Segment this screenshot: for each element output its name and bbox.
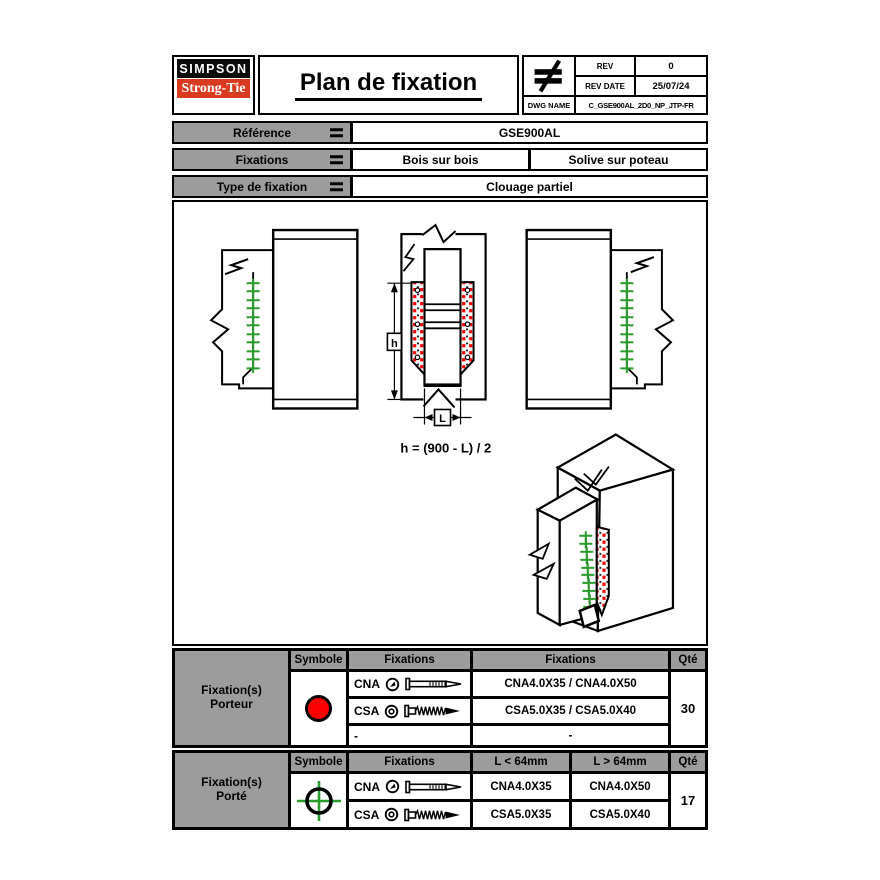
dwg-name-value: C_GSE900AL_2D0_NP_JTP-FR — [576, 97, 706, 113]
type-label: Type de fixation — [216, 179, 308, 194]
csa-ref-small: CSA5.0X35 — [473, 802, 569, 827]
porteur-qty: 30 — [671, 672, 705, 745]
reference-label: Référence — [232, 125, 292, 140]
porte-qty: 17 — [671, 774, 705, 827]
info-row-fixations — [172, 148, 708, 171]
header-fixations-ref: Fixations — [473, 651, 668, 669]
technical-drawing — [174, 202, 706, 644]
fixations-label: Fixations — [235, 152, 289, 167]
type-value: Clouage partiel — [353, 177, 706, 196]
info-row-reference — [172, 121, 708, 144]
nail-icon — [405, 780, 463, 794]
view-side-left — [211, 230, 357, 408]
view-side-right — [527, 230, 673, 408]
csa-head-icon — [384, 807, 399, 822]
rev-date-label: REV DATE — [576, 77, 634, 95]
title-block — [172, 55, 708, 115]
projection-icon — [524, 57, 574, 95]
fixation-code: CSA — [354, 704, 380, 718]
cna-refs: CNA4.0X35 / CNA4.0X50 — [473, 672, 668, 696]
screw-icon — [404, 808, 462, 822]
logo-simpson: SIMPSON — [177, 59, 250, 78]
reference-value: GSE900AL — [353, 123, 706, 142]
rev-date-value: 25/07/24 — [636, 77, 706, 95]
dim-l-label: L — [439, 412, 446, 425]
porteur-row-label: Fixation(s) Porteur — [175, 651, 288, 745]
empty-ref-cell: - — [473, 726, 668, 745]
cna-fixation-cell — [349, 672, 470, 696]
header-fixations: Fixations — [349, 753, 470, 771]
equals-icon — [330, 126, 343, 140]
drawing-area — [172, 200, 708, 646]
connector-nail-strip — [597, 527, 609, 615]
csa-refs: CSA5.0X35 / CSA5.0X40 — [473, 699, 668, 723]
cna-head-icon — [385, 677, 400, 692]
page-title: Plan de fixation — [295, 69, 482, 101]
post-member — [527, 230, 611, 408]
csa-ref-large: CSA5.0X40 — [572, 802, 668, 827]
info-row-type — [172, 175, 708, 198]
header-symbole: Symbole — [291, 651, 346, 669]
post-member — [273, 230, 357, 408]
header-qty: Qté — [671, 651, 705, 669]
connector-flange-right — [461, 282, 474, 374]
csa-fixation-cell — [349, 802, 470, 827]
logo — [172, 55, 255, 115]
logo-strongtie: Strong-Tie — [177, 79, 250, 98]
revision-table — [522, 55, 708, 115]
empty-fixation-cell: - — [349, 726, 470, 745]
cna-ref-small: CNA4.0X35 — [473, 774, 569, 799]
csa-fixation-cell — [349, 699, 470, 723]
rev-value: 0 — [636, 57, 706, 75]
cna-head-icon — [385, 779, 400, 794]
document — [172, 55, 708, 831]
fixations-label-cell — [174, 150, 350, 169]
porteur-symbol-cell — [291, 672, 346, 745]
dwg-name-label: DWG NAME — [524, 97, 574, 113]
fixation-code: CSA — [354, 807, 380, 822]
cna-fixation-cell — [349, 774, 470, 799]
rev-label: REV — [576, 57, 634, 75]
header-l-large: L > 64mm — [572, 753, 668, 771]
cna-ref-large: CNA4.0X50 — [572, 774, 668, 799]
title-cell — [258, 55, 519, 115]
dim-h-label: h — [391, 337, 398, 350]
height-formula: h = (900 - L) / 2 — [400, 440, 492, 456]
porte-symbol-cell — [291, 774, 346, 827]
fixations-value-2: Solive sur poteau — [531, 150, 706, 169]
reference-label-cell — [174, 123, 350, 142]
header-l-small: L < 64mm — [473, 753, 569, 771]
header-qty: Qté — [671, 753, 705, 771]
equals-icon — [330, 153, 343, 167]
fixations-value-1: Bois sur bois — [353, 150, 528, 169]
fixation-code: CNA — [354, 779, 380, 794]
header-fixations-type: Fixations — [349, 651, 470, 669]
porteur-fixations-table — [172, 648, 708, 748]
not-equal-icon — [527, 59, 571, 93]
screw-icon — [404, 704, 462, 718]
connector-flange-left — [411, 282, 424, 374]
nail-icon — [405, 677, 463, 691]
green-crosshair-symbol-icon — [296, 780, 342, 822]
header-symbole: Symbole — [291, 753, 346, 771]
porte-fixations-table — [172, 750, 708, 830]
porte-row-label: Fixation(s) Porté — [175, 753, 288, 827]
csa-head-icon — [384, 704, 399, 719]
equals-icon — [330, 180, 343, 194]
view-front — [387, 225, 485, 425]
fixation-code: CNA — [354, 677, 380, 691]
view-isometric — [530, 435, 673, 631]
type-label-cell — [174, 177, 350, 196]
red-circle-symbol-icon — [305, 695, 332, 722]
